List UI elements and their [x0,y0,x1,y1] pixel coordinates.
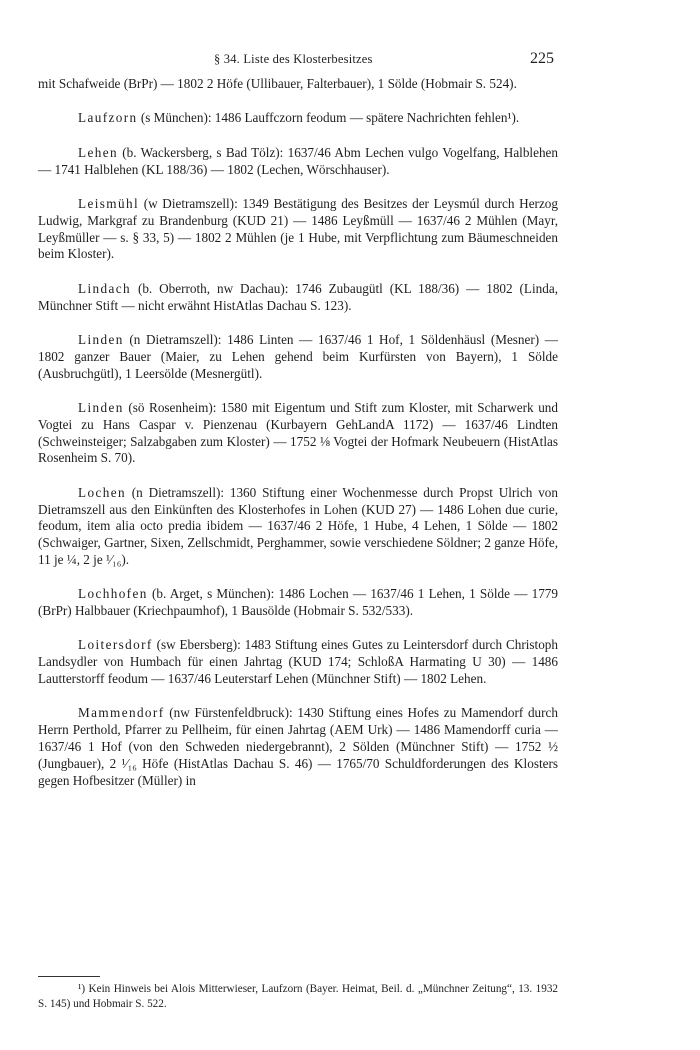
place-name: Linden [78,331,124,347]
footnote-text: Kein Hinweis bei Alois Mitterwieser, Laufzorn (Bayer. Heimat, Beil. d. „Münchner Zeitung“, 13. 1932 S. 145) und Hobmair S. 522. [38,983,559,1010]
place-name: Lochen [78,484,126,500]
footnote-marker: ¹) [78,983,86,995]
list-entry [38,400,558,467]
running-header [0,52,700,72]
entry-text: (b. Oberroth, nw Dachau): 1746 Zubaugütl (KL 188/36) — 1802 (Linda, Münchner Stift — nicht erwähnt HistAtlas Dachau S. 123). [38,280,558,313]
list-entry [38,332,558,382]
place-name: Lindach [78,280,132,296]
entry-text: (b. Wackersberg, s Bad Tölz): 1637/46 Abm Lechen vulgo Vogelfang, Halblehen — 1741 Halblehen (KL 188/36) — 1802 (Lechen, Wörschhauser). [38,144,558,177]
list-entry [38,637,558,687]
page-number: 225 [530,50,554,67]
list-entry [38,705,558,789]
entry-text: (b. Arget, s München): 1486 Lochen — 1637/46 1 Lehen, 1 Sölde — 1779 (BrPr) Halbbauer (Kriechpaumhof), 1 Bausölde (Hobmair S. 532/533). [38,586,558,619]
entry-text: (sö Rosenheim): 1580 mit Eigentum und Stift zum Kloster, mit Scharwerk und Vogtei zu Hans Caspar v. Pienzenau (Kurbayern GehLandA 1172) — 1637/46 Lindten (Schweinsteiger; Salzabgaben zum Kloster) — 1752 ⅛ Vogtei der Hofmark Neubeuern (HistAtlas Rosenheim S. 70). [38,399,558,466]
list-entry [38,110,558,127]
entry-text: (n Dietramszell): 1360 Stiftung einer Wochenmesse durch Propst Ulrich von Dietramszell aus den Einkünften des Klosterhofes in Lohen (KUD 27) — 1486 Lohen due curie, feodum, item alia octo predia ibidem — 1637/46 2 Höfe, 1 Hube, 4 Lehen, 1 Sölde — 1802 (Schwaiger, Gartner, Sixen, Zellschmidt, Perghammer, sowie verschiedene Söldner; 2 ganze Höfe, 11 je ¼, 2 je ¹⁄₁₆). [38,484,558,567]
list-entry [38,281,558,315]
entry-text: (s München): 1486 Lauffczorn feodum — spätere Nachrichten fehlen¹). [137,110,520,126]
list-entry [38,76,558,93]
place-name: Lehen [78,144,118,160]
entry-text: (nw Fürstenfeldbruck): 1430 Stiftung eines Hofes zu Mamendorf durch Herrn Perthold, Pfarrer zu Pellheim, für einen Jahrtag (AEM Urk) — 1486 Mamendorff curia — 1637/46 1 Hof (von den Schweden niedergebrannt), 2 Sölden (Münchner Stift) — 1752 ½ (Jungbauer), 2 ¹⁄₁₆ Höfe (HistAtlas Dachau S. 46) — 1765/70 Schuldforderungen des Klosters gegen Hofbesitzer (Müller) in [38,705,558,788]
place-name: Linden [78,399,124,415]
entry-text: (w Dietramszell): 1349 Bestätigung des Besitzes der Leysmúl durch Herzog Ludwig, Markgraf zu Brandenburg (KUD 21) — 1486 Leyßmüll — 1637/46 2 Mühlen (Mayr, Leyßmüller — s. § 33, 5) — 1802 2 Mühlen (je 1 Hube, mit Verpflichtung zum Bäumeschneiden beim Kloster). [38,195,558,262]
entry-text: (n Dietramszell): 1486 Linten — 1637/46 1 Hof, 1 Söldenhäusl (Mesner) — 1802 ganzer Bauer (Maier, zu Lehen gehend beim Kurfürsten von Bayern), 1 Sölde (Ausbruchgütl), 1 Leersölde (Mesnergütl). [38,331,558,381]
entry-text: (sw Ebersberg): 1483 Stiftung eines Gutes zu Leintersdorf durch Christoph Landsydler von Humbach für einen Jahrtag (KUD 174; SchloßA Harmating U 30) — 1486 Lautterstorff feodum — 1637/46 Leuterstarf Lehen (Münchner Stift) — 1802 Lehen. [38,637,558,687]
place-name: Loitersdorf [78,637,153,653]
list-entry [38,485,558,569]
place-name: Laufzorn [78,110,138,126]
footnote-rule [38,976,100,977]
list-entry [38,196,558,263]
list-entry [38,586,558,620]
page-body [38,76,558,807]
place-name: Leismühl [78,195,140,211]
footnote [38,982,558,1011]
list-entry [38,145,558,179]
entry-text: mit Schafweide (BrPr) — 1802 2 Höfe (Ullibauer, Falterbauer), 1 Sölde (Hobmair S. 524). [38,76,517,91]
place-name: Mammendorf [78,705,165,721]
place-name: Lochhofen [78,586,148,602]
running-title: § 34. Liste des Klosterbesitzes [214,52,373,66]
